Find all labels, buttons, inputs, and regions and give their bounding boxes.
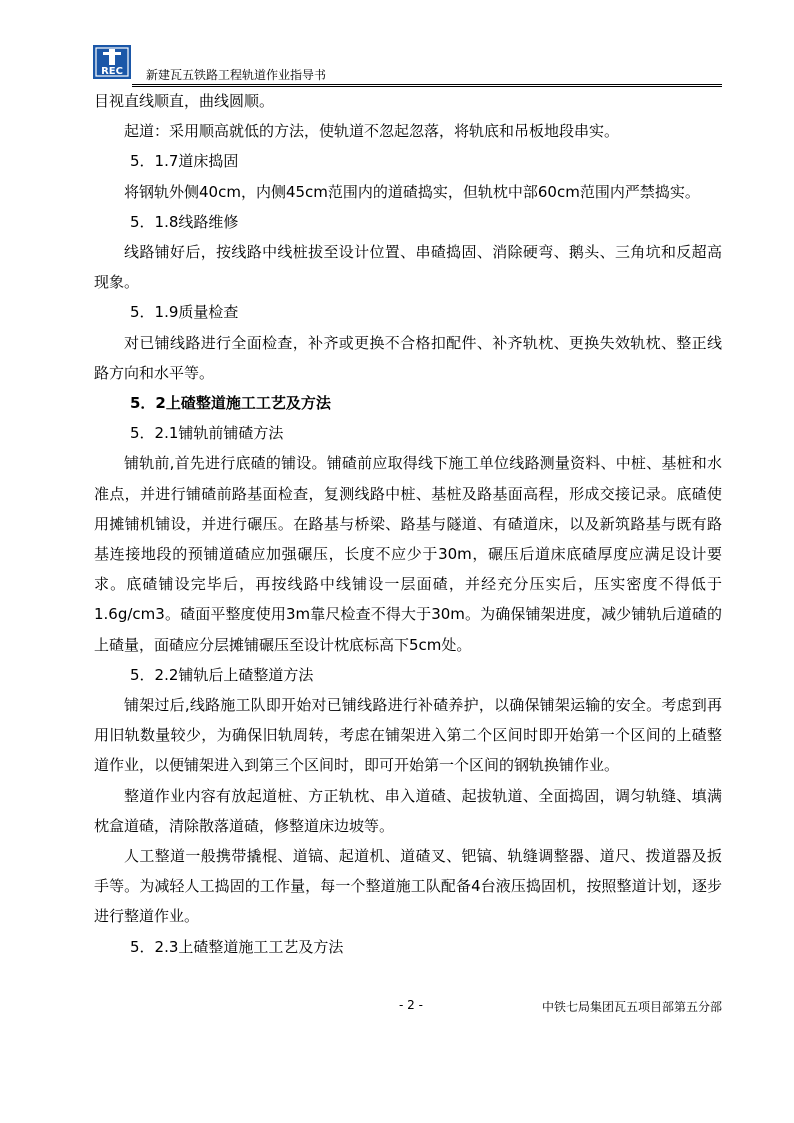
section-heading: 5．2.3上碴整道施工工艺及方法	[130, 937, 344, 956]
section-heading: 5．1.7道床捣固	[130, 152, 239, 171]
section-heading: 5．2.1铺轨前铺碴方法	[130, 424, 284, 443]
paragraph: 铺轨前,首先进行底碴的铺设。铺碴前应取得线下施工单位线路测量资料、中桩、基桩和水准点，并进行铺碴前路基面检查，复测线路中桩、基桩及路基面高程，形成交接记录。底碴使用摊铺机铺设，并进行碾压。在路基与桥梁、路基与隧道、有碴道床，以及新筑路基与既有路基连接地段的预铺道碴应加强碾压，长度不应少于30m，碾压后道床底碴厚度应满足设计要求。底碴铺设完毕后，再按线路中线铺设一层面碴，并经充分压实后，压实密度不得低于1.6g/cm3。碴面平整度使用3m靠尺检查不得大于30m。为确保铺架进度，减少铺轨后道碴的上碴量，面碴应分层摊铺碾压至设计枕底标高下5cm处。	[94, 454, 722, 654]
footer-organization: 中铁七局集团瓦五项目部第五分部	[541, 1000, 722, 1014]
paragraph: 目视直线顺直，曲线圆顺。	[94, 92, 275, 110]
paragraph: 铺架过后,线路施工队即开始对已铺线路进行补碴养护，以确保铺架运输的安全。考虑到再用旧轨数量较少，为确保旧轨周转，考虑在铺架进入第二个区间时即开始第一个区间的上碴整道作业，以便铺架进入到第三个区间时，即可开始第一个区间的钢轨换铺作业。	[94, 696, 722, 775]
document-body	[94, 86, 722, 962]
paragraph: 对已铺线路进行全面检查，补齐或更换不合格扣配件、补齐轨枕、更换失效轨枕、整正线路方向和水平等。	[94, 333, 722, 382]
paragraph: 线路铺好后，按线路中线桩拔至设计位置、串碴捣固、消除硬弯、鹅头、三角坑和反超高现象。	[94, 243, 722, 292]
page-footer	[94, 998, 722, 1022]
section-heading: 5．1.8线路维修	[130, 212, 239, 231]
header-rule	[132, 84, 722, 85]
svg-text:REC: REC	[101, 66, 123, 77]
company-logo	[92, 44, 132, 80]
page-number: - 2 -	[399, 998, 423, 1012]
paragraph: 起道：采用顺高就低的方法，使轨道不忽起忽落，将轨底和吊板地段串实。	[124, 122, 620, 141]
paragraph: 人工整道一般携带撬棍、道镐、起道机、道碴叉、钯镐、轨缝调整器、道尺、拨道器及扳手等。为减轻人工捣固的工作量，每一个整道施工队配备4台液压捣固机，按照整道计划，逐步进行整道作业。	[94, 847, 722, 926]
header-title: 新建瓦五铁路工程轨道作业指导书	[146, 68, 327, 82]
chapter-heading: 5．2上碴整道施工工艺及方法	[130, 394, 331, 413]
page-header	[92, 44, 722, 88]
section-heading: 5．2.2铺轨后上碴整道方法	[130, 665, 314, 684]
paragraph: 将钢轨外侧40cm，内侧45cm范围内的道碴捣实，但轨枕中部60cm范围内严禁捣实。	[124, 182, 700, 201]
section-heading: 5．1.9质量检查	[130, 303, 239, 322]
paragraph: 整道作业内容有放起道桩、方正轨枕、串入道碴、起拔轨道、全面捣固，调匀轨缝、填满枕盒道碴，清除散落道碴，修整道床边坡等。	[94, 786, 722, 835]
